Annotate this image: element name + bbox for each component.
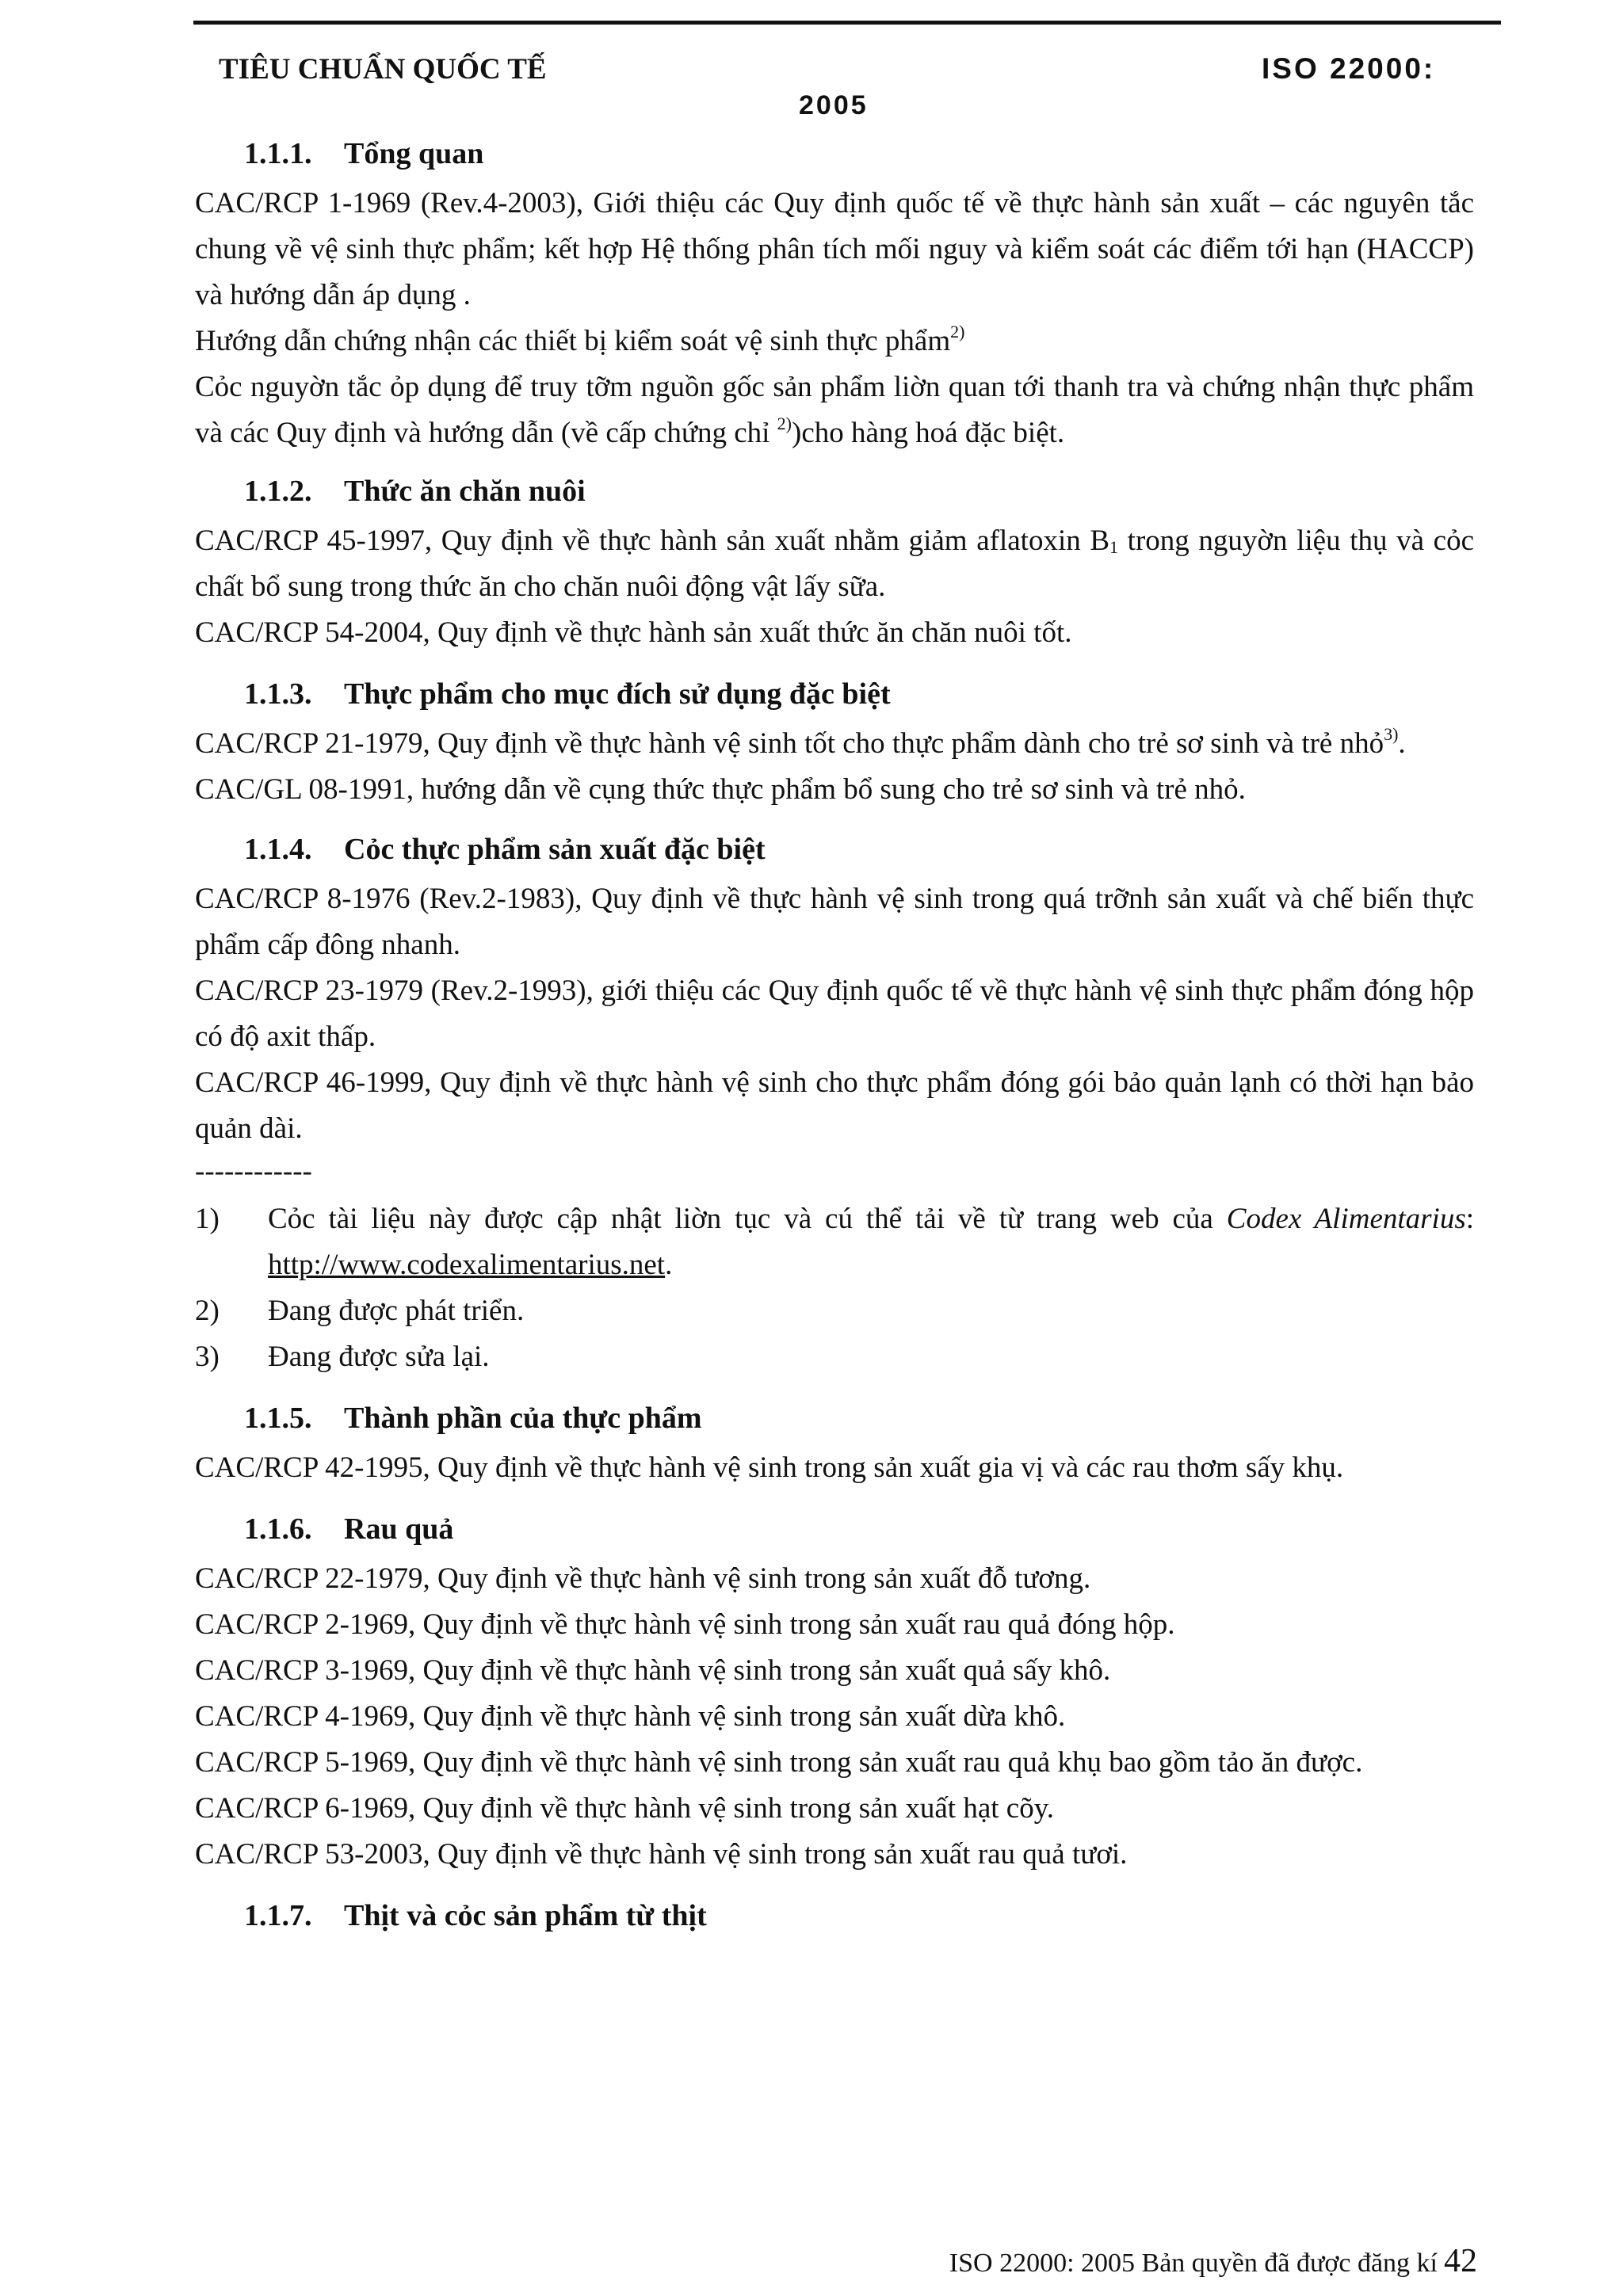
footnotes [195, 1152, 1474, 1380]
header-rule [193, 21, 1501, 25]
paragraph: CAC/RCP 54-2004, Quy định về thực hành sản xuất thức ăn chăn nuôi tốt. [195, 616, 1072, 649]
header-year: 2005 [799, 90, 869, 120]
paragraph: CAC/RCP 21-1979, Quy định về thực hành vệ sinh tốt cho thực phẩm dành cho trẻ sơ sinh và trẻ nhỏ$^{3)}$. [195, 724, 1406, 760]
paragraph: CAC/GL 08-1991, hướng dẫn về cụng thức thực phẩm bổ sung cho trẻ sơ sinh và trẻ nhỏ. [195, 773, 1246, 806]
section-1-1-7 [195, 1895, 1474, 1936]
section-1-1-2 [195, 471, 1474, 656]
footnote-ref: 3) [1384, 724, 1399, 744]
paragraph: CAC/RCP 1-1969 (Rev.4-2003), Giới thiệu các Quy định quốc tế về thực hành sản xuất – các nguyên tắc chung về vệ sinh thực phẩm; kết hợp Hệ thống phân tích mối nguy và kiểm soát các điểm tới hạn (HACCP) và hướng dẫn áp dụng . [195, 187, 1474, 311]
footnote-2: 2) Đang được phát triển. [195, 1295, 525, 1327]
section-heading: 1.1.6. Rau quả [244, 1512, 454, 1546]
footnote-ref: 2) [950, 322, 965, 341]
subscript: 1 [1109, 537, 1119, 557]
paragraph: Cỏc nguyờn tắc ỏp dụng để truy tỡm nguồn gốc sản phẩm liờn quan tới thanh tra và chứng nhận thực phẩm và các Quy định và hướng dẫn (về cấp chứng chỉ $^{2)}$)cho hàng hoá đặc biệt. [195, 371, 1474, 449]
codex-link[interactable]: http://www.codexalimentarius.net [268, 1249, 666, 1281]
section-1-1-1 [195, 133, 1474, 456]
paragraph: CAC/RCP 46-1999, Quy định về thực hành vệ sinh cho thực phẩm đóng gói bảo quản lạnh có thời hạn bảo quản dài. [195, 1066, 1474, 1145]
footnote-ref: 2) [777, 414, 792, 433]
paragraph: CAC/RCP 53-2003, Quy định về thực hành vệ sinh trong sản xuất rau quả tươi. [195, 1838, 1128, 1871]
section-heading: 1.1.5. Thành phần của thực phẩm [244, 1402, 702, 1435]
paragraph: CAC/RCP 42-1995, Quy định về thực hành vệ sinh trong sản xuất gia vị và các rau thơm sấy khụ. [195, 1451, 1344, 1484]
footer-text: ISO 22000: 2005 Bản quyền đã được đăng kí [949, 2248, 1438, 2278]
section-heading: 1.1.4. Cỏc thực phẩm sản xuất đặc biệt [244, 833, 766, 866]
paragraph: CAC/RCP 45-1997, Quy định về thực hành sản xuất nhằm giảm aflatoxin $B_1$ trong nguyờn liệu thụ và cỏc chất bổ sung trong thức ăn cho chăn nuôi động vật lấy sữa. [195, 524, 1474, 603]
section-heading: 1.1.3. Thực phẩm cho mục đích sử dụng đặc biệt [244, 677, 891, 711]
section-heading: 1.1.7. Thịt và cỏc sản phẩm từ thịt [244, 1899, 707, 1932]
header-standard: ISO 22000: [1262, 52, 1436, 85]
section-1-1-4 [195, 829, 1474, 1152]
section-1-1-6 [195, 1508, 1474, 1878]
section-heading: 1.1.2. Thức ăn chăn nuôi [244, 475, 586, 508]
page-number: 42 [1444, 2243, 1477, 2279]
paragraph: CAC/RCP 23-1979 (Rev.2-1993), giới thiệu các Quy định quốc tế về thực hành vệ sinh thực phẩm đóng hộp có độ axit thấp. [195, 974, 1474, 1053]
paragraph: CAC/RCP 3-1969, Quy định về thực hành vệ sinh trong sản xuất quả sấy khô. [195, 1654, 1111, 1687]
document-body [195, 133, 1474, 1943]
section-1-1-5 [195, 1398, 1474, 1491]
section-heading: 1.1.1. Tổng quan [244, 137, 484, 170]
page-footer [949, 2242, 1477, 2280]
footnote-separator: ------------ [195, 1155, 312, 1188]
paragraph: CAC/RCP 8-1976 (Rev.2-1983), Quy định về thực hành vệ sinh trong quá trỡnh sản xuất và chế biến thực phẩm cấp đông nhanh. [195, 883, 1474, 961]
paragraph: CAC/RCP 2-1969, Quy định về thực hành vệ sinh trong sản xuất rau quả đóng hộp. [195, 1608, 1175, 1641]
paragraph: CAC/RCP 4-1969, Quy định về thực hành vệ sinh trong sản xuất dừa khô. [195, 1700, 1066, 1733]
footnote-1: 1) Cỏc tài liệu này được cập nhật liờn tục và cú thể tải về từ trang web của Codex Alimentarius: http://www.codexalimentarius.net. [195, 1203, 1474, 1281]
paragraph: CAC/RCP 5-1969, Quy định về thực hành vệ sinh trong sản xuất rau quả khụ bao gồm tảo ăn được. [195, 1746, 1363, 1779]
section-1-1-3 [195, 673, 1474, 813]
header-title: TIÊU CHUẨN QUỐC TẾ [219, 53, 547, 86]
footnote-3: 3) Đang được sửa lại. [195, 1341, 490, 1373]
paragraph: CAC/RCP 22-1979, Quy định về thực hành vệ sinh trong sản xuất đỗ tương. [195, 1562, 1091, 1595]
paragraph: CAC/RCP 6-1969, Quy định về thực hành vệ sinh trong sản xuất hạt cõy. [195, 1792, 1055, 1825]
paragraph: Hướng dẫn chứng nhận các thiết bị kiểm soát vệ sinh thực phẩm$^{2)}$ [195, 322, 965, 357]
